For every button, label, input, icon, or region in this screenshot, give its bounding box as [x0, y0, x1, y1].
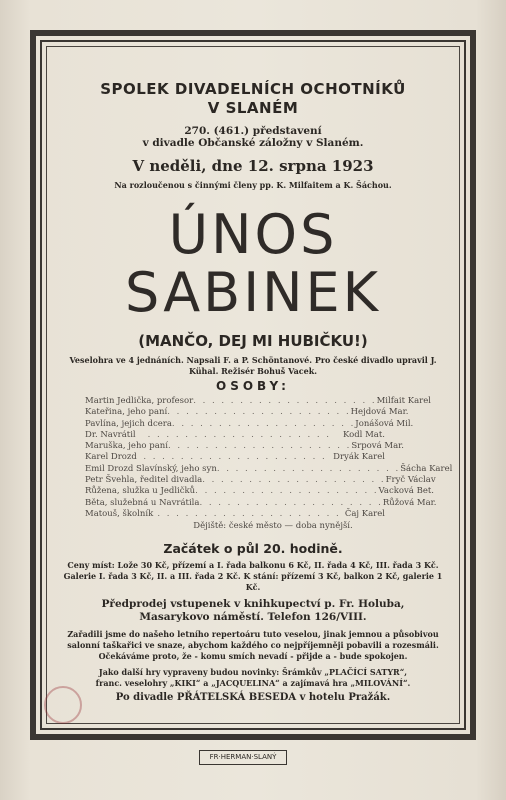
farewell-note: Na rozloučenou s činnými členy pp. K. Milfaitem a K. Šáchou.	[114, 180, 392, 190]
organization-name	[55, 80, 451, 118]
cast-role: Emil Drozd Slavínský, jeho syn	[85, 463, 217, 474]
cast-role: Dr. Navrátil	[85, 429, 136, 440]
cast-actor: Jonášová Mil.	[355, 418, 414, 429]
cast-actor: Fryč Václav	[385, 475, 436, 486]
cast-actor: Šácha Karel	[400, 463, 453, 474]
leader-dots: . . . . . . . . . . . . . . . . . . . .	[193, 396, 377, 406]
cast-role: Běta, služebná u Navrátila	[85, 497, 200, 508]
leader-dots: . . . . . . . . . . . . . . . . . . . .	[195, 486, 379, 497]
presale-line-1: Předprodej vstupenek v knihkupectví p. Fr. Holuba,	[101, 598, 405, 611]
org-line-1: SPOLEK DIVADELNÍCH OCHOTNÍKŮ	[100, 80, 406, 98]
play-title-line-2: SABINEK	[124, 261, 382, 324]
leader-dots: . . . . . . . . . . . . . . . . . . . .	[167, 407, 351, 418]
cast-list	[85, 396, 453, 520]
cast-role: Martin Jedlička, profesor	[85, 396, 194, 406]
leader-dots: . . . . . . . . . . . . . . . . . . . .	[167, 441, 352, 452]
cast-row	[85, 396, 431, 407]
cast-row	[85, 452, 385, 463]
ticket-prices: Ceny míst: Lože 30 Kč, přízemí a I. řada balkonu 6 Kč, II. řada 4 Kč, III. řada 3 Kč. Galerie I. řada 3 Kč, II. a III. řada 2 Kč. K stání: přízemí 3 Kč, balkon 2 Kč, galerie 1 Kč.	[63, 560, 443, 593]
leader-dots: . . . . . . . . . . . . . . . . . . . .	[171, 418, 356, 429]
cast-row	[85, 475, 436, 486]
play-title-line-1: ÚNOS	[168, 203, 338, 266]
cast-row	[85, 509, 385, 520]
upcoming-line-1: Jako další hry vypraveny budou novinky: Šrámkův „PLAČÍCÍ SATYR“,	[98, 667, 408, 678]
presale-info	[55, 598, 451, 624]
cast-role: Kateřina, jeho paní	[85, 407, 168, 418]
org-line-2: V SLANÉM	[207, 99, 299, 117]
cast-row	[85, 407, 409, 418]
cast-role: Matouš, školník	[85, 508, 154, 519]
presale-line-2: Masarykovo náměstí. Telefon 126/VIII.	[139, 611, 367, 624]
cast-row	[85, 497, 437, 509]
performance-info	[55, 125, 451, 149]
genre-credits: Veselohra ve 4 jednáních. Napsali F. a P. Schöntanové. Pro české divadlo upravil J. Kühal. Režisér Bohuš Vacek.	[69, 355, 437, 376]
cast-role: Karel Drozd	[85, 452, 137, 463]
cast-actor: Čaj Karel	[344, 508, 385, 519]
cast-role: Petr Švehla, ředitel divadla	[85, 475, 203, 486]
upcoming-plays	[55, 667, 451, 689]
cast-row	[85, 463, 453, 475]
cast-role: Maruška, jeho paní	[85, 441, 168, 452]
cast-actor: Srpová Mar.	[351, 441, 404, 452]
cast-role: Růžena, služka u Jedličků	[85, 486, 196, 497]
cast-actor: Hejdová Mar.	[350, 407, 409, 418]
after-show-event: Po divadle PŘÁTELSKÁ BESEDA v hotelu Pražák.	[115, 692, 391, 704]
cast-row	[85, 441, 404, 452]
cast-row	[85, 486, 434, 497]
repertoire-note: Zařadili jsme do našeho letního repertoáru tuto veselou, jinak jemnou a působivou salonní taškařici ve snaze, abychom každého co nejpříjemněji pobavili a rozesmáli. Očekáváme proto, že - komu smích nevadí - přijde a - bude spokojen.	[67, 629, 439, 662]
cast-actor: Kodl Mat.	[343, 429, 385, 440]
upcoming-line-2: franc. veselohry „KIKI“ a „JACQUELINA“ a zajímavá hra „MILOVÁNÍ“.	[95, 678, 411, 689]
cast-actor: Vacková Bet.	[378, 486, 434, 497]
performance-venue: v divadle Občanské záložny v Slaném.	[142, 137, 364, 149]
cast-row	[85, 418, 414, 430]
leader-dots: . . . . . . . . . . . . . . . . . . . .	[199, 497, 383, 508]
leader-dots: . . . . . . . . . . . . . . . . . . . .	[157, 508, 341, 519]
cast-heading: OSOBY:	[216, 379, 290, 393]
leader-dots: . . . . . . . . . . . . . . . . . . . .	[202, 475, 386, 486]
play-setting: Dějiště: české město — doba nynější.	[193, 521, 353, 532]
play-subtitle: (MANČO, DEJ MI HUBIČKU!)	[138, 332, 368, 350]
leader-dots: . . . . . . . . . . . . . . . . . . . .	[216, 463, 401, 474]
printer-mark: FR·HERMAN·SLANÝ	[199, 750, 287, 765]
cast-actor: Dryák Karel	[333, 452, 385, 463]
cast-role: Pavlína, jejich dcera	[85, 418, 172, 429]
performance-number: 270. (461.) představení	[184, 125, 322, 137]
poster-content	[55, 80, 451, 703]
leader-dots: . . . . . . . . . . . . . . . . . . . .	[147, 429, 331, 440]
cast-actor: Růžová Mar.	[382, 497, 437, 508]
cast-row	[85, 430, 385, 441]
performance-date: V neděli, dne 12. srpna 1923	[132, 157, 374, 175]
cast-actor: Milfait Karel	[376, 396, 431, 406]
leader-dots: . . . . . . . . . . . . . . . . . . . .	[143, 452, 327, 463]
start-time: Začátek o půl 20. hodině.	[163, 541, 343, 557]
